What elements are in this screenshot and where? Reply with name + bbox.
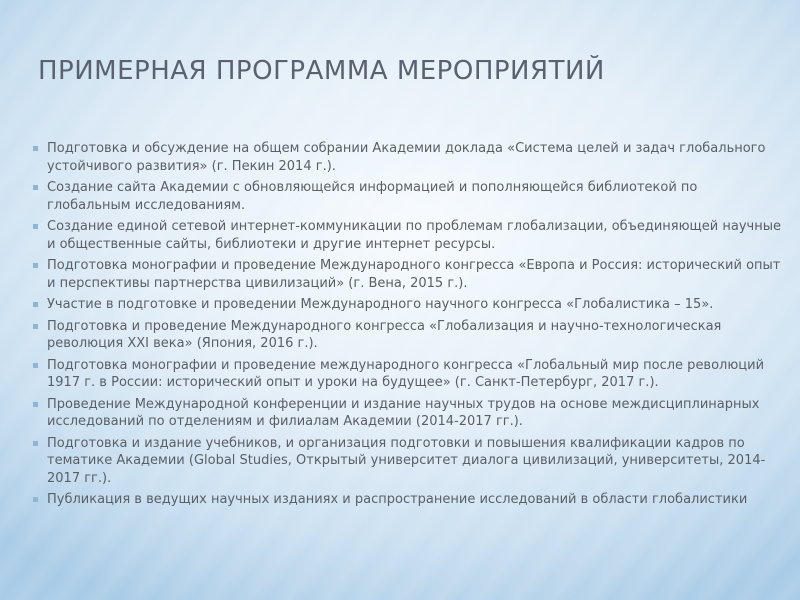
bullet-marker: [33, 363, 38, 368]
list-item-text: Проведение Международной конференции и издание научных трудов на основе междисциплинарных исследований по отделениям и филиалам Академии (2014-2017 гг.).: [47, 396, 760, 429]
bullet-marker: [33, 324, 38, 329]
bullet-marker: [33, 402, 38, 407]
list-item: [32, 357, 782, 392]
bullet-marker: [33, 441, 38, 446]
list-item-text: Подготовка и обсуждение на общем собрании Академии доклада «Система целей и задач глобального устойчивого развития» (г. Пекин 2014 г.).: [47, 141, 766, 174]
list-item: [32, 218, 782, 253]
list-item-text: Подготовка и проведение Международного конгресса «Глобализация и научно-технологическая революция XXI века» (Япония, 2016 г.).: [47, 318, 722, 351]
list-item: [32, 491, 782, 509]
bullet-marker: [33, 263, 38, 268]
list-item: [32, 435, 782, 488]
bullet-list: [32, 140, 782, 513]
list-item: [32, 140, 782, 175]
bullet-marker: [33, 146, 38, 151]
list-item-text: Создание единой сетевой интернет-коммуникации по проблемам глобализации, объединяющей научные и общественные сайты, библиотеки и другие интернет ресурсы.: [47, 219, 781, 252]
bullet-marker: [33, 497, 38, 502]
list-item-text: Создание сайта Академии с обновляющейся информацией и пополняющейся библиотекой по глобальным исследованиям.: [47, 180, 698, 213]
list-item: [32, 179, 782, 214]
list-item-text: Подготовка монографии и проведение международного конгресса «Глобальный мир после революций 1917 г. в России: исторический опыт и уроки на будущее» (г. Санкт-Петербург, 2017 г.).: [47, 357, 765, 390]
list-item: [32, 296, 782, 314]
bullet-marker: [33, 302, 38, 307]
bullet-marker: [33, 224, 38, 229]
list-item-text: Публикация в ведущих научных изданиях и распространение исследований в области глобалистики: [47, 492, 748, 507]
list-item-text: Участие в подготовке и проведении Международного научного конгресса «Глобалистика – 15».: [47, 297, 714, 312]
list-item-text: Подготовка монографии и проведение Международного конгресса «Европа и Россия: исторический опыт и перспективы партнерства цивилизаций» (г. Вена, 2015 г.).: [47, 258, 781, 291]
list-item: [32, 396, 782, 431]
list-item-text: Подготовка и издание учебников, и организация подготовки и повышения квалификации кадров по тематике Академии (Global Studies, Открытый университет диалога цивилизаций, университеты, 2014-2017 гг.).: [47, 435, 766, 486]
list-item: [32, 257, 782, 292]
slide-title: ПРИМЕРНАЯ ПРОГРАММА МЕРОПРИЯТИЙ: [38, 56, 605, 86]
bullet-marker: [33, 185, 38, 190]
list-item: [32, 318, 782, 353]
